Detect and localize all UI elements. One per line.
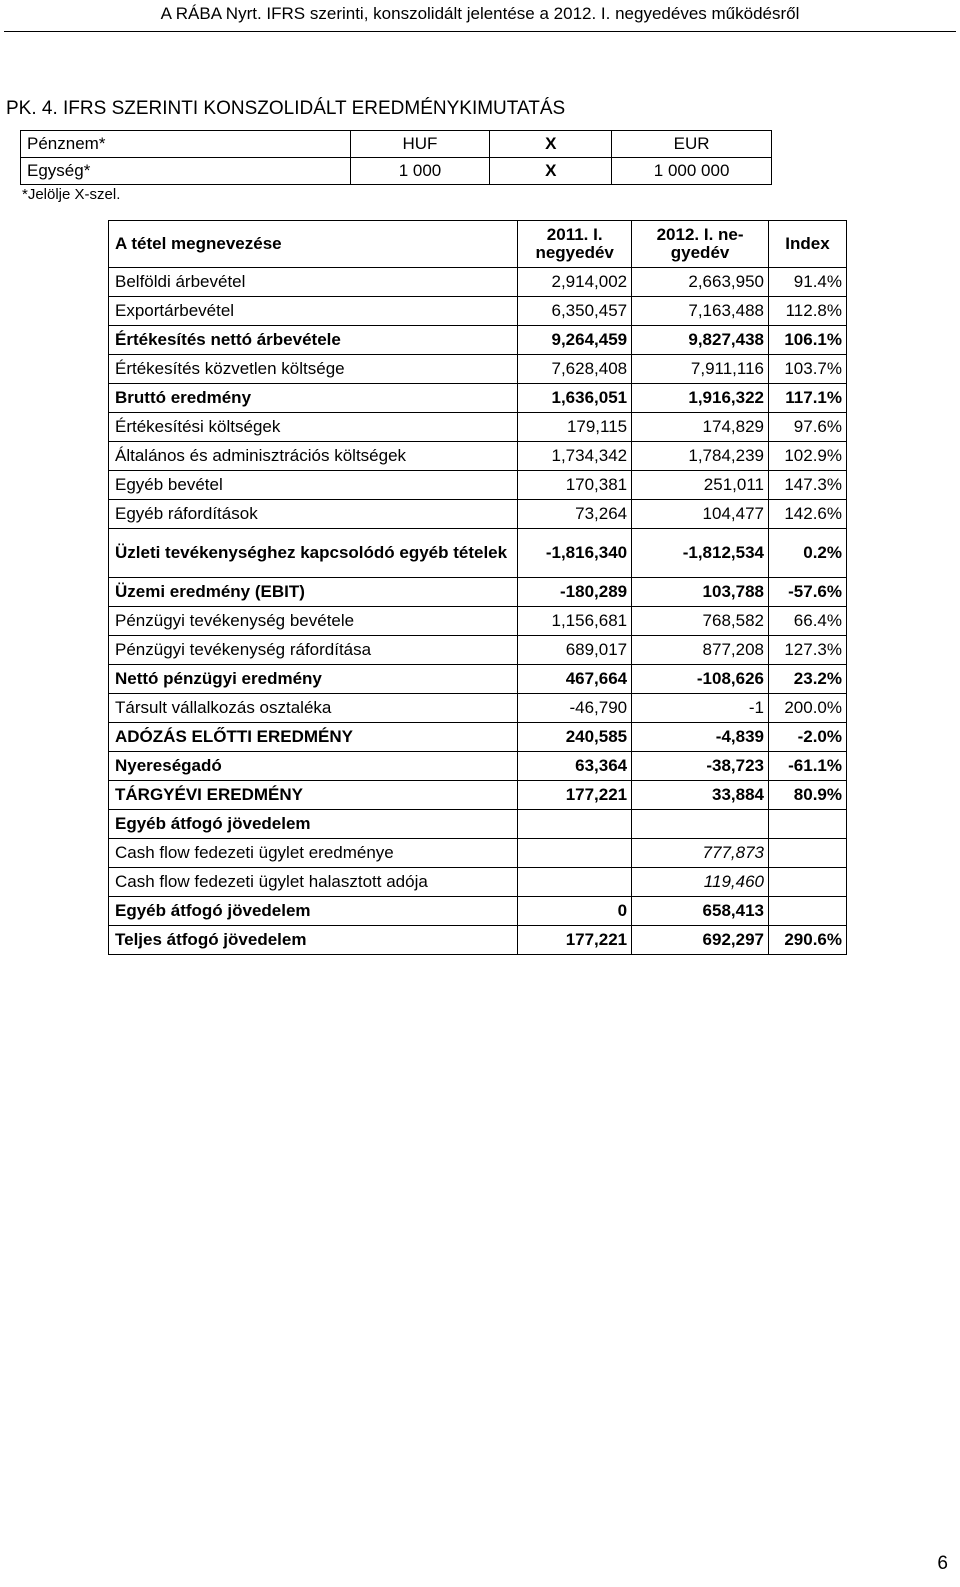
value-2011: 467,664 xyxy=(518,665,632,694)
table-row xyxy=(109,297,847,326)
value-2011: 689,017 xyxy=(518,636,632,665)
index-value xyxy=(769,810,847,839)
value-2012: 9,827,438 xyxy=(632,326,769,355)
table-row xyxy=(109,442,847,471)
value-2011: 170,381 xyxy=(518,471,632,500)
currency-unit-table xyxy=(20,130,772,185)
value-2012: 768,582 xyxy=(632,607,769,636)
table-row xyxy=(109,723,847,752)
value-2012: -38,723 xyxy=(632,752,769,781)
table-row xyxy=(109,694,847,723)
table-row xyxy=(109,529,847,578)
value-2011: 177,221 xyxy=(518,926,632,955)
value-2012: 119,460 xyxy=(632,868,769,897)
index-value xyxy=(769,868,847,897)
index-value: -57.6% xyxy=(769,578,847,607)
value-2012: 2,663,950 xyxy=(632,268,769,297)
table-row xyxy=(109,578,847,607)
value-2011: 2,914,002 xyxy=(518,268,632,297)
value-2012: -108,626 xyxy=(632,665,769,694)
table-row xyxy=(109,326,847,355)
row-label: Nyereségadó xyxy=(109,752,518,781)
table-row xyxy=(109,268,847,297)
value-2011: 1,734,342 xyxy=(518,442,632,471)
value-2012: 1,784,239 xyxy=(632,442,769,471)
value-2012: 7,911,116 xyxy=(632,355,769,384)
value-2012: 33,884 xyxy=(632,781,769,810)
unit-label: Egység* xyxy=(21,158,351,185)
running-header: A RÁBA Nyrt. IFRS szerinti, konszolidált jelentése a 2012. I. negyedéves működésről xyxy=(160,4,800,23)
table-row xyxy=(109,897,847,926)
index-value: 112.8% xyxy=(769,297,847,326)
value-2012: 877,208 xyxy=(632,636,769,665)
value-2011: 7,628,408 xyxy=(518,355,632,384)
page-number: 6 xyxy=(937,1553,948,1574)
index-value: 66.4% xyxy=(769,607,847,636)
column-header-item: A tétel megnevezése xyxy=(109,221,518,268)
value-2011 xyxy=(518,810,632,839)
unit-option-million: 1 000 000 xyxy=(612,158,772,185)
row-label: Belföldi árbevétel xyxy=(109,268,518,297)
table-row xyxy=(109,926,847,955)
row-label: Általános és adminisztrációs költségek xyxy=(109,442,518,471)
index-value: 103.7% xyxy=(769,355,847,384)
value-2012: 692,297 xyxy=(632,926,769,955)
index-value: 147.3% xyxy=(769,471,847,500)
value-2011: 1,636,051 xyxy=(518,384,632,413)
row-label: ADÓZÁS ELŐTTI EREDMÉNY xyxy=(109,723,518,752)
value-2011: 0 xyxy=(518,897,632,926)
table-row xyxy=(109,500,847,529)
row-label: Nettó pénzügyi eredmény xyxy=(109,665,518,694)
table-row xyxy=(109,636,847,665)
unit-mark: X xyxy=(490,158,612,185)
table-row xyxy=(109,355,847,384)
value-2012: 658,413 xyxy=(632,897,769,926)
row-label: Társult vállalkozás osztaléka xyxy=(109,694,518,723)
value-2011: 6,350,457 xyxy=(518,297,632,326)
row-label: Egyéb átfogó jövedelem xyxy=(109,897,518,926)
row-label: Egyéb bevétel xyxy=(109,471,518,500)
row-label: Exportárbevétel xyxy=(109,297,518,326)
value-2012: -1,812,534 xyxy=(632,529,769,578)
section-title: PK. 4. IFRS SZERINTI KONSZOLIDÁLT EREDMÉNYKIMUTATÁS xyxy=(6,98,566,119)
row-label: Értékesítés nettó árbevétele xyxy=(109,326,518,355)
column-header-index: Index xyxy=(769,221,847,268)
header-divider xyxy=(4,31,956,32)
value-2011: -180,289 xyxy=(518,578,632,607)
value-2012: 777,873 xyxy=(632,839,769,868)
income-statement-table xyxy=(108,220,847,955)
index-value: -2.0% xyxy=(769,723,847,752)
value-2012: 104,477 xyxy=(632,500,769,529)
currency-option-eur: EUR xyxy=(612,131,772,158)
index-value: 106.1% xyxy=(769,326,847,355)
index-value: 142.6% xyxy=(769,500,847,529)
row-label: Egyéb ráfordítások xyxy=(109,500,518,529)
value-2012: 7,163,488 xyxy=(632,297,769,326)
index-value: 23.2% xyxy=(769,665,847,694)
value-2011: 179,115 xyxy=(518,413,632,442)
currency-option-huf: HUF xyxy=(350,131,490,158)
value-2011: 1,156,681 xyxy=(518,607,632,636)
row-label: Cash flow fedezeti ügylet eredménye xyxy=(109,839,518,868)
value-2011: 177,221 xyxy=(518,781,632,810)
table-row xyxy=(21,158,772,185)
row-label: Pénzügyi tevékenység ráfordítása xyxy=(109,636,518,665)
index-value: 97.6% xyxy=(769,413,847,442)
table-row xyxy=(109,868,847,897)
currency-mark: X xyxy=(490,131,612,158)
index-value xyxy=(769,839,847,868)
value-2012: -4,839 xyxy=(632,723,769,752)
table-row xyxy=(109,413,847,442)
table-row xyxy=(109,471,847,500)
value-2011: -46,790 xyxy=(518,694,632,723)
value-2011: 63,364 xyxy=(518,752,632,781)
table-row xyxy=(109,810,847,839)
index-value: 117.1% xyxy=(769,384,847,413)
value-2011: 73,264 xyxy=(518,500,632,529)
index-value: 91.4% xyxy=(769,268,847,297)
value-2012: 103,788 xyxy=(632,578,769,607)
value-2011 xyxy=(518,839,632,868)
table-row xyxy=(109,752,847,781)
column-header-2011: 2011. I. negyedév xyxy=(518,221,632,268)
table-row xyxy=(109,781,847,810)
table-row xyxy=(109,665,847,694)
index-value: -61.1% xyxy=(769,752,847,781)
row-label: Üzemi eredmény (EBIT) xyxy=(109,578,518,607)
table-row xyxy=(21,131,772,158)
column-header-2012: 2012. I. ne-gyedév xyxy=(632,221,769,268)
value-2012 xyxy=(632,810,769,839)
row-label: Pénzügyi tevékenység bevétele xyxy=(109,607,518,636)
table-row xyxy=(109,839,847,868)
table-header-row xyxy=(109,221,847,268)
index-value: 290.6% xyxy=(769,926,847,955)
index-value: 102.9% xyxy=(769,442,847,471)
row-label: Egyéb átfogó jövedelem xyxy=(109,810,518,839)
index-value: 200.0% xyxy=(769,694,847,723)
row-label: Értékesítési költségek xyxy=(109,413,518,442)
value-2012: 174,829 xyxy=(632,413,769,442)
row-label: Bruttó eredmény xyxy=(109,384,518,413)
value-2011: 240,585 xyxy=(518,723,632,752)
value-2012: 251,011 xyxy=(632,471,769,500)
value-2012: 1,916,322 xyxy=(632,384,769,413)
value-2011: 9,264,459 xyxy=(518,326,632,355)
unit-option-thousand: 1 000 xyxy=(350,158,490,185)
index-value xyxy=(769,897,847,926)
currency-label: Pénznem* xyxy=(21,131,351,158)
table-row xyxy=(109,607,847,636)
index-value: 80.9% xyxy=(769,781,847,810)
row-label: Értékesítés közvetlen költsége xyxy=(109,355,518,384)
row-label: TÁRGYÉVI EREDMÉNY xyxy=(109,781,518,810)
value-2012: -1 xyxy=(632,694,769,723)
table-row xyxy=(109,384,847,413)
value-2011 xyxy=(518,868,632,897)
index-value: 0.2% xyxy=(769,529,847,578)
index-value: 127.3% xyxy=(769,636,847,665)
footnote: *Jelölje X-szel. xyxy=(22,186,121,203)
row-label: Cash flow fedezeti ügylet halasztott adója xyxy=(109,868,518,897)
row-label: Teljes átfogó jövedelem xyxy=(109,926,518,955)
row-label: Üzleti tevékenységhez kapcsolódó egyéb tételek xyxy=(109,529,518,578)
value-2011: -1,816,340 xyxy=(518,529,632,578)
